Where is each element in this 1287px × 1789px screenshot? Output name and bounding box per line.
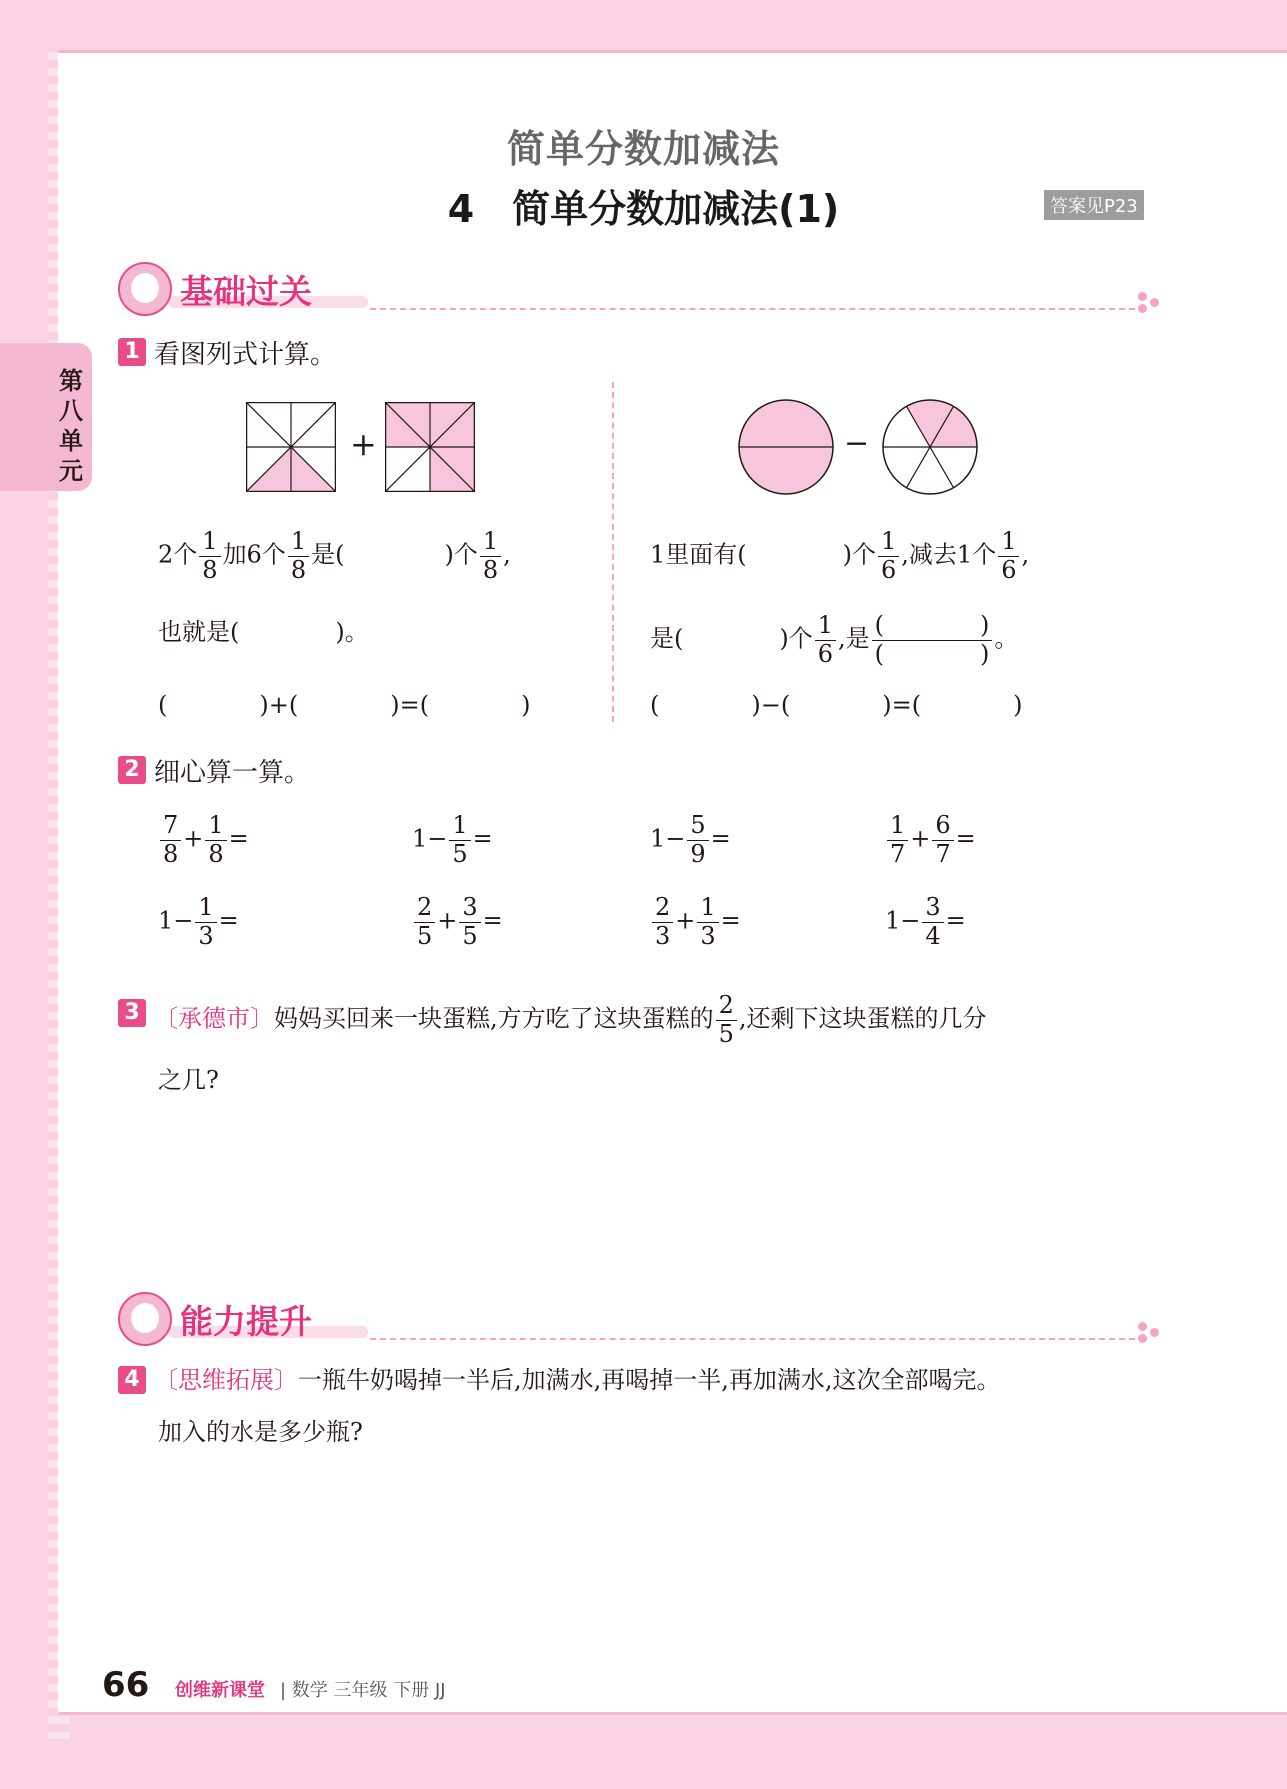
denominator: 5	[718, 1019, 734, 1048]
section-divider	[370, 1338, 1135, 1340]
numerator: 1	[697, 894, 718, 923]
numerator: 3	[922, 894, 943, 923]
text: )=(	[882, 691, 922, 719]
denominator: 5	[462, 921, 478, 950]
square-diagram-a	[246, 402, 336, 492]
divider-dot	[1138, 304, 1147, 313]
text: 1里面有(	[650, 540, 747, 569]
denominator: 8	[290, 555, 307, 584]
answer-reference: 答案见P23	[1044, 190, 1144, 220]
q1-left-line1	[158, 528, 511, 584]
fraction	[199, 528, 220, 584]
q1-right-line1	[650, 528, 1029, 584]
question-number: 4	[118, 1366, 146, 1394]
denominator: 7	[890, 839, 906, 868]
fraction	[414, 894, 435, 950]
q1-left-equation[interactable]	[158, 685, 530, 725]
operator: −	[665, 824, 686, 853]
fraction	[195, 894, 216, 950]
numerator: 1	[998, 528, 1019, 557]
square-diagram-b	[385, 402, 475, 492]
numerator: 6	[932, 812, 953, 841]
text: ,减去1个	[901, 540, 997, 569]
operator: +	[437, 906, 458, 935]
mascot-icon	[118, 262, 172, 316]
text: ,还剩下这块蛋糕的几分	[738, 1004, 987, 1033]
source-tag: 〔思维拓展〕	[154, 1366, 298, 1394]
numerator: 5	[687, 812, 708, 841]
q4-answer-area[interactable]	[158, 1460, 1158, 1640]
equals: =	[228, 824, 249, 853]
q1-right-line2	[650, 612, 1018, 668]
numerator: 2	[652, 894, 673, 923]
calc-item[interactable]	[650, 812, 731, 868]
denominator: 9	[690, 839, 706, 868]
text: )个	[779, 624, 813, 653]
column-divider	[612, 382, 614, 722]
section-divider	[370, 308, 1135, 310]
fraction	[160, 812, 181, 868]
lesson-title: 4 简单分数加减法(1)	[447, 187, 840, 231]
equals: =	[955, 824, 976, 853]
calc-item[interactable]	[412, 894, 503, 950]
calc-item[interactable]	[885, 894, 966, 950]
denominator: 6	[817, 639, 834, 668]
fraction	[887, 812, 908, 868]
numerator: 2	[414, 894, 435, 923]
text: 2个	[158, 540, 198, 569]
equals: =	[945, 906, 966, 935]
denominator: 8	[482, 555, 499, 584]
text: )	[521, 691, 531, 719]
fraction	[480, 528, 501, 584]
text: )−(	[751, 691, 791, 719]
numerator: 2	[716, 992, 737, 1021]
numerator: 1	[815, 612, 836, 641]
unit-tab-char: 第	[59, 367, 83, 395]
fraction	[922, 894, 943, 950]
fraction	[815, 612, 836, 668]
calc-item[interactable]	[412, 812, 493, 868]
numerator: 1	[878, 528, 899, 557]
text: )	[1013, 691, 1023, 719]
footer-book-info: | 数学 三年级 下册 JJ	[280, 1680, 446, 1701]
denominator: 6	[1001, 555, 1017, 584]
circle-diagram-whole	[737, 398, 835, 496]
denominator: 5	[417, 921, 433, 950]
text: ,	[503, 540, 511, 569]
unit-tab-char: 单	[59, 427, 83, 455]
section-basic-label: 基础过关	[180, 272, 312, 311]
divider-dot	[1138, 1334, 1147, 1343]
denominator: 8	[163, 839, 179, 868]
answer-fraction[interactable]	[872, 612, 993, 668]
denominator: 8	[202, 555, 218, 584]
text: ,是	[838, 624, 870, 653]
q1-right-equation[interactable]	[650, 685, 1022, 725]
numerator: 1	[199, 528, 220, 557]
denominator: 3	[198, 921, 214, 950]
fraction	[697, 894, 718, 950]
mascot-icon	[118, 1292, 172, 1346]
operator: −	[900, 906, 921, 935]
operator: +	[675, 906, 696, 935]
question-prompt: 看图列式计算。	[154, 340, 337, 370]
divider-dot	[1138, 292, 1147, 301]
text: (	[158, 691, 168, 719]
text: 是(	[311, 540, 345, 569]
operator: +	[183, 824, 204, 853]
unit-side-tab	[0, 343, 92, 491]
minus-operator: −	[844, 426, 870, 461]
calc-item[interactable]	[885, 812, 976, 868]
operator: +	[910, 824, 931, 853]
page-number: 66	[102, 1665, 150, 1705]
fraction	[459, 894, 480, 950]
fraction	[652, 894, 673, 950]
calc-item[interactable]	[158, 894, 239, 950]
text: 是(	[650, 624, 684, 653]
numerator: 1	[195, 894, 216, 923]
q4-text-line1	[154, 1360, 1001, 1400]
whole-number: 1	[412, 824, 428, 853]
source-tag: 〔承德市〕	[154, 1004, 274, 1033]
text: (	[650, 691, 660, 719]
operator: −	[173, 906, 194, 935]
question-number: 1	[118, 338, 146, 366]
text: )=(	[390, 691, 430, 719]
fraction	[288, 528, 309, 584]
plus-operator: +	[350, 425, 377, 463]
text: ,	[1021, 540, 1030, 569]
fraction	[716, 992, 737, 1048]
divider-dot	[1150, 298, 1159, 307]
fraction	[449, 812, 470, 868]
text: 妈妈买回来一块蛋糕,方方吃了这块蛋糕的	[274, 1004, 714, 1033]
numerator: 1	[288, 528, 309, 557]
denominator: 4	[925, 921, 941, 950]
denominator: 7	[935, 839, 951, 868]
divider-dot	[1138, 1322, 1147, 1331]
footer-brand: 创维新课堂	[175, 1680, 265, 1701]
fraction	[878, 528, 899, 584]
section-advanced-label: 能力提升	[180, 1302, 312, 1341]
unit-tab-char: 八	[59, 397, 83, 425]
fraction	[998, 528, 1019, 584]
whole-number: 1	[885, 906, 901, 935]
numerator: 1	[205, 812, 226, 841]
equals: =	[710, 824, 731, 853]
question-number: 2	[118, 756, 146, 784]
text: )个	[842, 540, 877, 569]
q3-answer-area[interactable]	[158, 1110, 1158, 1260]
numerator: 7	[160, 812, 181, 841]
numerator-blank[interactable]: ( )	[872, 612, 993, 641]
equals: =	[482, 906, 503, 935]
denominator: 3	[655, 921, 671, 950]
equals: =	[720, 906, 741, 935]
divider-dot	[1150, 1328, 1159, 1337]
numerator: 1	[480, 528, 501, 557]
text: 。	[994, 624, 1019, 653]
question-prompt: 细心算一算。	[154, 758, 311, 788]
question-number: 3	[118, 999, 146, 1027]
circle-diagram-sixths	[881, 398, 979, 496]
equals: =	[472, 824, 493, 853]
denominator: 6	[881, 555, 897, 584]
chapter-title: 简单分数加减法	[506, 127, 780, 171]
calc-item[interactable]	[158, 812, 249, 868]
denominator-blank[interactable]: ( )	[874, 639, 990, 668]
fraction	[932, 812, 953, 868]
denominator: 3	[700, 921, 716, 950]
q3-text-line2: 之几?	[158, 1066, 219, 1094]
q1-left-line2[interactable]: 也就是( )。	[158, 618, 369, 646]
fraction	[687, 812, 708, 868]
denominator: 8	[208, 839, 224, 868]
unit-tab-char: 元	[59, 457, 83, 485]
numerator: 1	[449, 812, 470, 841]
text: 一瓶牛奶喝掉一半后,加满水,再喝掉一半,再加满水,这次全部喝完。	[298, 1366, 1001, 1394]
numerator: 1	[887, 812, 908, 841]
text: )+(	[259, 691, 299, 719]
denominator: 5	[452, 839, 468, 868]
text: 加6个	[222, 540, 286, 569]
whole-number: 1	[158, 906, 174, 935]
equals: =	[218, 906, 239, 935]
q4-text-line2: 加入的水是多少瓶?	[158, 1418, 363, 1446]
operator: −	[427, 824, 448, 853]
numerator: 3	[459, 894, 480, 923]
calc-item[interactable]	[650, 894, 741, 950]
whole-number: 1	[650, 824, 666, 853]
q3-text-line1	[154, 992, 987, 1048]
text: )个	[444, 540, 478, 569]
fraction	[205, 812, 226, 868]
